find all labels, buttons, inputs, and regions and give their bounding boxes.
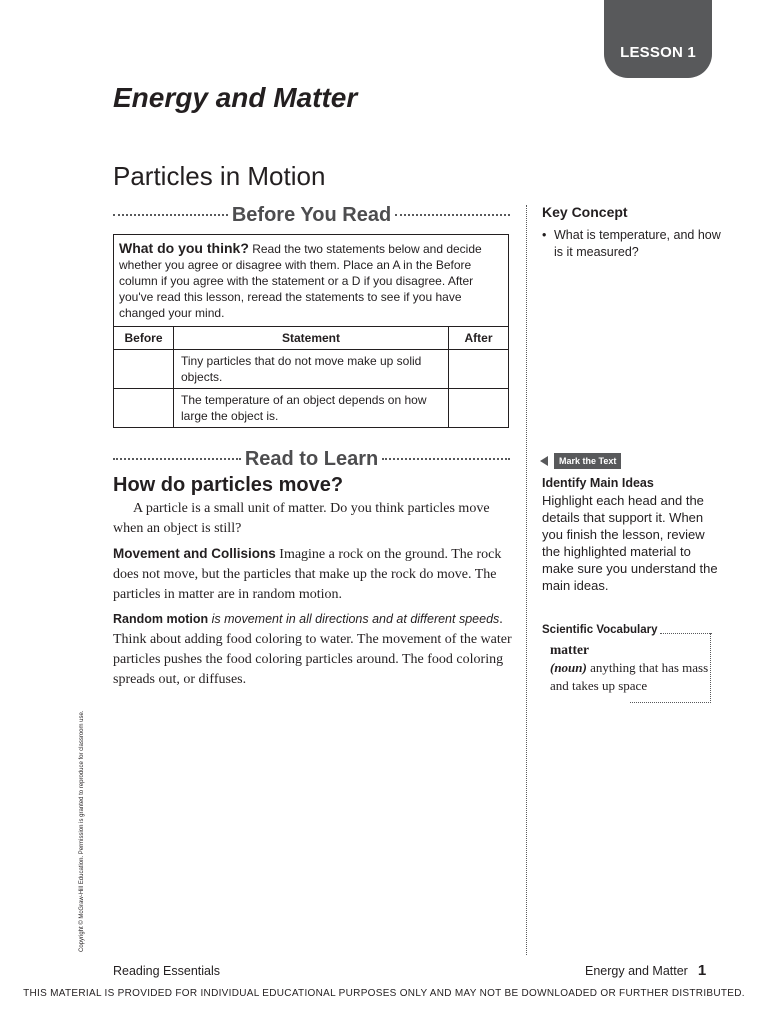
prompt-text: Read the two statements below and decide whether you agree or disagree with them. Place an A in the Before column if you agree with the statement or a D if you disagree. After you've read this lesson, reread the statements to see if you have changed your mind. bbox=[119, 242, 482, 320]
dotted-rule bbox=[113, 458, 241, 460]
page-number: 1 bbox=[697, 962, 707, 979]
read-to-learn-divider bbox=[113, 447, 510, 471]
column-header-after: After bbox=[449, 327, 509, 350]
movement-text: Imagine a rock on the ground. The rock does not move, but the particles that make up the rock do move. The particles in matter are in random motion. bbox=[113, 547, 502, 602]
after-cell[interactable] bbox=[449, 350, 509, 389]
movement-lead: Movement and Collisions bbox=[113, 546, 276, 561]
footer-book-title: Reading Essentials bbox=[113, 964, 221, 978]
prompt-lead: What do you think? bbox=[119, 240, 249, 256]
key-concept-text: What is temperature, and how is it measured? bbox=[554, 228, 721, 259]
key-concept-item bbox=[542, 227, 722, 261]
statement-cell: The temperature of an object depends on how large the object is. bbox=[174, 389, 449, 428]
dotted-rule bbox=[113, 214, 228, 216]
before-cell[interactable] bbox=[114, 350, 174, 389]
dotted-rule bbox=[382, 458, 510, 460]
table-row bbox=[114, 350, 509, 389]
before-you-read-heading: Before You Read bbox=[231, 203, 392, 226]
vocabulary-term: matter bbox=[550, 642, 589, 657]
lesson-subtitle: Particles in Motion bbox=[113, 161, 326, 191]
random-motion-term: Random motion bbox=[113, 612, 209, 626]
lesson-label: LESSON 1 bbox=[620, 44, 696, 61]
table-row bbox=[114, 389, 509, 428]
random-motion-definition: is movement in all directions and at different speeds bbox=[208, 612, 500, 626]
movement-paragraph bbox=[113, 544, 513, 605]
random-motion-text: . Think about adding food coloring to water. The movement of the water particles pushes the food coloring particles around. The food coloring spreads out, or diffuses. bbox=[113, 612, 512, 687]
vocabulary-title: Scientific Vocabulary bbox=[542, 624, 658, 636]
column-header-before: Before bbox=[114, 327, 174, 350]
what-do-you-think-box bbox=[113, 234, 509, 327]
distribution-disclaimer: THIS MATERIAL IS PROVIDED FOR INDIVIDUAL EDUCATIONAL PURPOSES ONLY AND MAY NOT BE DOWNLOADED OR FURTHER DISTRIBUTED. bbox=[23, 988, 745, 999]
column-header-statement: Statement bbox=[174, 327, 449, 350]
footer-chapter-title: Energy and Matter bbox=[585, 964, 688, 978]
pointer-arrow-icon bbox=[540, 456, 548, 466]
section-question: How do particles move? bbox=[113, 474, 344, 496]
random-motion-paragraph bbox=[113, 609, 513, 690]
anticipation-table bbox=[113, 326, 509, 428]
copyright-notice: Copyright © McGraw-Hill Education. Permission is granted to reproduce for classroom use. bbox=[79, 710, 85, 952]
identify-main-ideas-title: Identify Main Ideas bbox=[542, 476, 654, 490]
part-of-speech: (noun) bbox=[550, 660, 587, 675]
after-cell[interactable] bbox=[449, 389, 509, 428]
column-divider bbox=[526, 205, 527, 955]
vocabulary-definition-text: anything that has mass and takes up space bbox=[550, 660, 709, 693]
lesson-tab bbox=[604, 0, 712, 78]
before-you-read-divider bbox=[113, 203, 510, 227]
footer-chapter bbox=[585, 962, 706, 979]
mark-the-text-tag bbox=[540, 453, 621, 469]
statement-cell: Tiny particles that do not move make up solid objects. bbox=[174, 350, 449, 389]
read-to-learn-heading: Read to Learn bbox=[244, 447, 379, 470]
intro-paragraph: A particle is a small unit of matter. Do you think particles move when an object is still? bbox=[113, 501, 490, 536]
dotted-rule bbox=[395, 214, 510, 216]
vocabulary-definition bbox=[550, 659, 710, 695]
bullet-icon: • bbox=[542, 228, 547, 242]
before-cell[interactable] bbox=[114, 389, 174, 428]
key-concept-title: Key Concept bbox=[542, 204, 628, 220]
vocabulary-box-gap bbox=[541, 702, 629, 704]
mark-the-text-label: Mark the Text bbox=[554, 453, 621, 469]
identify-main-ideas-text: Highlight each head and the details that support it. When you finish the lesson, review the highlighted material to make sure you understand the main ideas. bbox=[542, 493, 718, 593]
page-title: Energy and Matter bbox=[113, 82, 358, 113]
table-header-row bbox=[114, 327, 509, 350]
